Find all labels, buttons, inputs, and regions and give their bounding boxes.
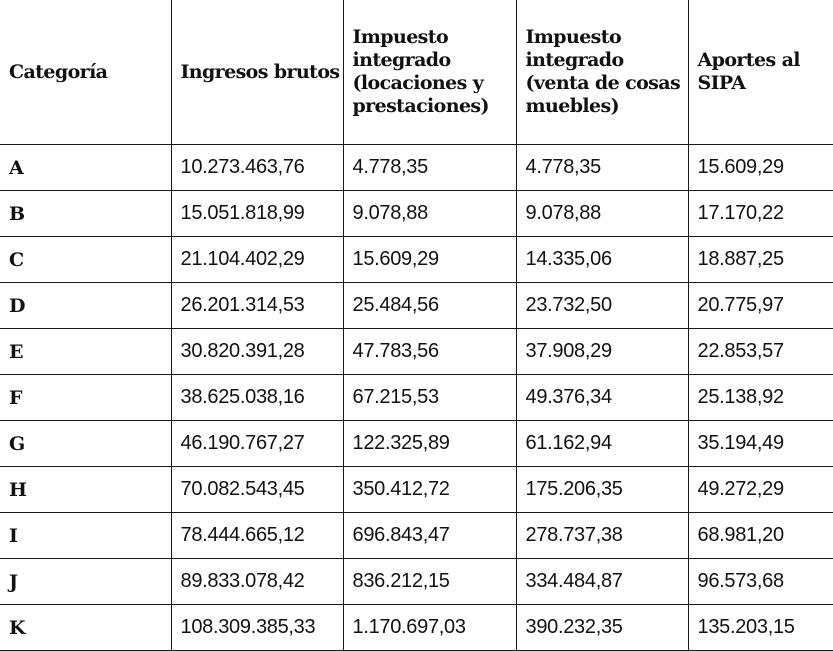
cell-impuesto-locaciones: 9.078,88 xyxy=(343,191,516,237)
header-label: Aportes al SIPA xyxy=(698,49,833,95)
cell-impuesto-venta: 37.908,29 xyxy=(516,329,688,375)
table-row xyxy=(0,605,833,651)
table-row xyxy=(0,237,833,283)
cell-ingresos: 70.082.543,45 xyxy=(171,467,343,513)
table-row xyxy=(0,375,833,421)
header-ingresos-brutos xyxy=(171,0,343,145)
header-categoria xyxy=(0,0,171,145)
cell-aportes: 17.170,22 xyxy=(688,191,833,237)
cell-ingresos: 38.625.038,16 xyxy=(171,375,343,421)
table-row xyxy=(0,559,833,605)
cell-aportes: 35.194,49 xyxy=(688,421,833,467)
cell-impuesto-venta: 390.232,35 xyxy=(516,605,688,651)
header-aportes-sipa xyxy=(688,0,833,145)
cell-ingresos: 10.273.463,76 xyxy=(171,145,343,191)
cell-aportes: 96.573,68 xyxy=(688,559,833,605)
cell-categoria: J xyxy=(0,559,171,605)
header-label: Ingresos brutos xyxy=(181,61,343,84)
cell-impuesto-locaciones: 47.783,56 xyxy=(343,329,516,375)
cell-impuesto-locaciones: 25.484,56 xyxy=(343,283,516,329)
cell-ingresos: 30.820.391,28 xyxy=(171,329,343,375)
cell-ingresos: 108.309.385,33 xyxy=(171,605,343,651)
cell-aportes: 20.775,97 xyxy=(688,283,833,329)
table-row xyxy=(0,283,833,329)
cell-impuesto-venta: 278.737,38 xyxy=(516,513,688,559)
cell-impuesto-locaciones: 1.170.697,03 xyxy=(343,605,516,651)
header-label: Categoría xyxy=(9,61,171,84)
table-row xyxy=(0,467,833,513)
cell-categoria: H xyxy=(0,467,171,513)
header-label: Impuesto integrado (locaciones y prestaciones) xyxy=(353,26,516,118)
header-impuesto-venta xyxy=(516,0,688,145)
table-row xyxy=(0,145,833,191)
cell-aportes: 135.203,15 xyxy=(688,605,833,651)
cell-aportes: 22.853,57 xyxy=(688,329,833,375)
cell-impuesto-locaciones: 696.843,47 xyxy=(343,513,516,559)
cell-impuesto-locaciones: 15.609,29 xyxy=(343,237,516,283)
header-row xyxy=(0,0,833,145)
cell-impuesto-venta: 9.078,88 xyxy=(516,191,688,237)
cell-aportes: 15.609,29 xyxy=(688,145,833,191)
table-row xyxy=(0,513,833,559)
cell-aportes: 49.272,29 xyxy=(688,467,833,513)
cell-categoria: K xyxy=(0,605,171,651)
cell-aportes: 68.981,20 xyxy=(688,513,833,559)
cell-impuesto-venta: 334.484,87 xyxy=(516,559,688,605)
cell-categoria: E xyxy=(0,329,171,375)
header-impuesto-locaciones xyxy=(343,0,516,145)
cell-impuesto-venta: 175.206,35 xyxy=(516,467,688,513)
cell-categoria: A xyxy=(0,145,171,191)
cell-categoria: B xyxy=(0,191,171,237)
cell-impuesto-venta: 4.778,35 xyxy=(516,145,688,191)
cell-impuesto-locaciones: 836.212,15 xyxy=(343,559,516,605)
cell-impuesto-locaciones: 122.325,89 xyxy=(343,421,516,467)
cell-ingresos: 89.833.078,42 xyxy=(171,559,343,605)
table-row xyxy=(0,329,833,375)
cell-aportes: 25.138,92 xyxy=(688,375,833,421)
cell-ingresos: 46.190.767,27 xyxy=(171,421,343,467)
cell-impuesto-venta: 61.162,94 xyxy=(516,421,688,467)
cell-categoria: I xyxy=(0,513,171,559)
cell-impuesto-venta: 49.376,34 xyxy=(516,375,688,421)
header-label: Impuesto integrado (venta de cosas muebles) xyxy=(526,26,688,118)
cell-categoria: F xyxy=(0,375,171,421)
cell-categoria: D xyxy=(0,283,171,329)
table-row xyxy=(0,191,833,237)
table-body xyxy=(0,145,833,651)
cell-categoria: G xyxy=(0,421,171,467)
cell-ingresos: 21.104.402,29 xyxy=(171,237,343,283)
cell-aportes: 18.887,25 xyxy=(688,237,833,283)
cell-impuesto-locaciones: 350.412,72 xyxy=(343,467,516,513)
cell-impuesto-venta: 23.732,50 xyxy=(516,283,688,329)
cell-ingresos: 26.201.314,53 xyxy=(171,283,343,329)
cell-categoria: C xyxy=(0,237,171,283)
table-row xyxy=(0,421,833,467)
cell-impuesto-locaciones: 4.778,35 xyxy=(343,145,516,191)
cell-impuesto-locaciones: 67.215,53 xyxy=(343,375,516,421)
cell-ingresos: 15.051.818,99 xyxy=(171,191,343,237)
cell-impuesto-venta: 14.335,06 xyxy=(516,237,688,283)
cell-ingresos: 78.444.665,12 xyxy=(171,513,343,559)
table-header xyxy=(0,0,833,145)
